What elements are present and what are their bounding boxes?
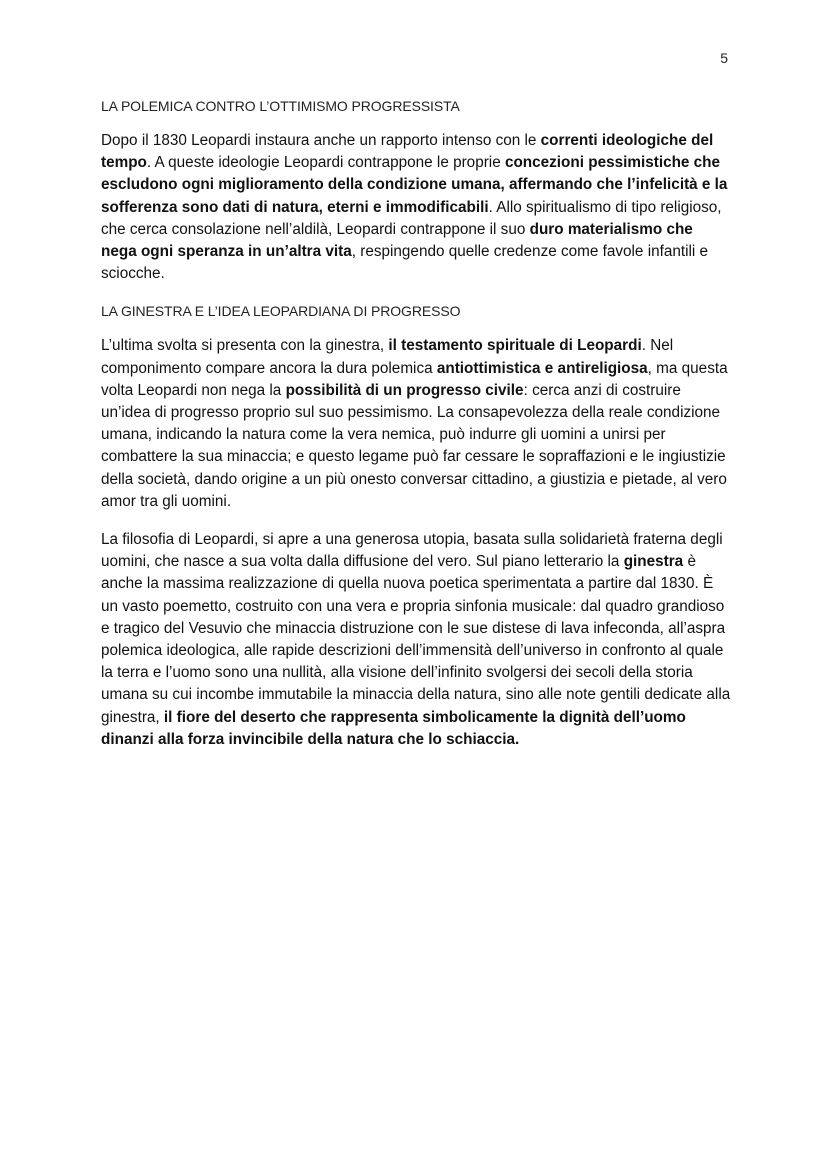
text-run: . Nel componimento compare ancora la dura polemica	[101, 337, 674, 377]
section-heading: LA POLEMICA CONTRO L’OTTIMISMO PROGRESSISTA	[101, 98, 460, 114]
text-run: La filosofia di Leopardi, si apre a una generosa utopia, basata sulla solidarietà fraterna degli uomini, che nasce a sua volta dalla diffusione del vero. Sul piano letterario la	[101, 531, 723, 571]
section-heading: LA GINESTRA E L’IDEA LEOPARDIANA DI PROGRESSO	[101, 303, 461, 320]
bold-text-run: ginestra	[623, 553, 684, 571]
paragraph	[101, 335, 731, 513]
bold-text-run: il fiore del deserto che rappresenta simbolicamente la dignità dell’uomo dinanzi alla forza invincibile della natura che lo schiaccia.	[101, 708, 686, 748]
paragraph	[101, 130, 731, 285]
text-run: è anche la massima realizzazione di quella nuova poetica sperimentata a partire dal 1830. È un vasto poemetto, costruito con una vera e propria sinfonia musicale: dal quadro grandioso e tragico del Vesuvio che minaccia distruzione con le sue distese di lava infeconda, all’aspra polemica ideologica, alle rapide descrizioni dell’immensità dell’universo in confronto al quale la terra e l’uomo sono una nullità, alla visione dell’infinito svolgersi dei secoli della storia umana su cui incombe immutabile la minaccia della natura, sino alle note gentili dedicate alla ginestra,	[101, 553, 731, 726]
text-run: . A queste ideologie Leopardi contrappone le proprie	[146, 154, 505, 172]
text-run: Dopo il 1830 Leopardi instaura anche un rapporto intenso con le	[101, 132, 541, 149]
bold-text-run: correnti ideologiche del tempo	[101, 132, 714, 172]
section-polemica	[101, 98, 731, 285]
bold-text-run: duro materialismo che nega ogni speranza in un’altra vita	[101, 220, 693, 261]
bold-text-run: il testamento spirituale di Leopardi	[388, 337, 642, 355]
text-run: : cerca anzi di costruire un’idea di progresso proprio sul suo pessimismo. La consapevolezza della reale condizione umana, indicando la natura come la vera nemica, può indurre gli uomini a unirsi per combattere la sua minaccia; e questo legame può far cessare le sopraffazioni e le ingiustizie della società, dando origine a un più onesto conversar cittadino, a giustizia e pietade, al vero amor tra gli uomini.	[101, 381, 727, 510]
text-run: , respingendo quelle credenze come favole infantili e sciocche.	[101, 243, 709, 283]
section-ginestra	[101, 303, 731, 751]
page-number: 5	[720, 50, 728, 66]
text-run: L’ultima svolta si presenta con la ginestra,	[101, 337, 389, 355]
text-run: , ma questa volta Leopardi non nega la	[101, 359, 728, 399]
paragraph	[101, 529, 731, 751]
bold-text-run: antiottimistica e antireligiosa	[436, 359, 648, 377]
bold-text-run: possibilità di un progresso civile	[285, 381, 524, 399]
document-body	[101, 98, 731, 767]
text-run: . Allo spiritualismo di tipo religioso, che cerca consolazione nell’aldilà, Leopardi contrappone il suo	[101, 198, 722, 238]
bold-text-run: concezioni pessimistiche che escludono ogni miglioramento della condizione umana, affermando che l’infelicità e la sofferenza sono dati di natura, eterni e immodificabili	[101, 154, 728, 216]
